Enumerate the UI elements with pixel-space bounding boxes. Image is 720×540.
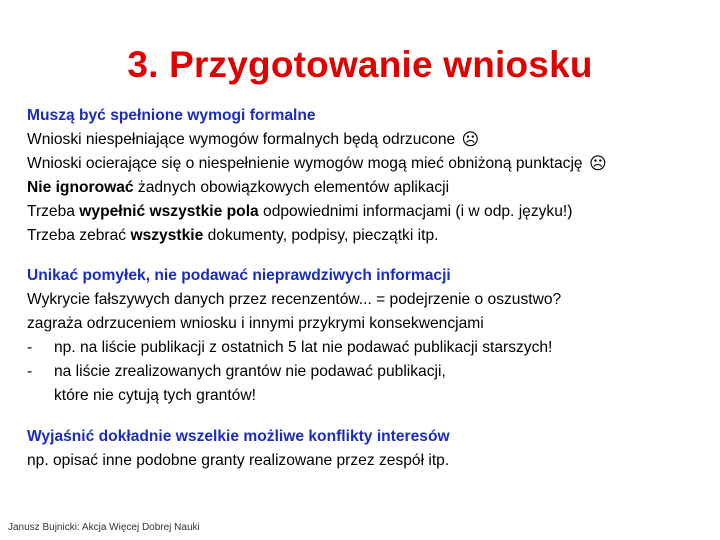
- section2-line2: zagraża odrzuceniem wniosku i innymi przykrymi konsekwencjami: [27, 315, 484, 332]
- bullet-dash: -: [27, 363, 33, 380]
- frowning-face-icon: ☹: [461, 130, 480, 149]
- section2-bullet1-text: np. na liście publikacji z ostatnich 5 lat nie podawać publikacji starszych!: [54, 339, 553, 356]
- frowning-face-icon: ☹: [588, 154, 607, 173]
- section1-line2-text: Wnioski ocierające się o niespełnienie wymogów mogą mieć obniżoną punktację: [27, 155, 583, 172]
- section1-line1: [27, 128, 717, 152]
- section1-line1-text: Wnioski niespełniające wymogów formalnych będą odrzucone: [27, 131, 456, 148]
- section2-bullet2: [27, 360, 717, 384]
- section1-line4-pre: Trzeba: [27, 203, 80, 220]
- slide-footer: Janusz Bujnicki: Akcja Więcej Dobrej Nauki: [8, 522, 200, 533]
- section3-heading: Wyjaśnić dokładnie wszelkie możliwe konflikty interesów: [27, 428, 450, 445]
- section1-line3-rest: żadnych obowiązkowych elementów aplikacji: [133, 179, 450, 196]
- section1-line5-pre: Trzeba zebrać: [27, 227, 131, 244]
- section2-heading: Unikać pomyłek, nie podawać nieprawdziwych informacji: [27, 267, 451, 284]
- section2-bullet1: [27, 336, 717, 360]
- section2-line1: Wykrycie fałszywych danych przez recenzentów... = podejrzenie o oszustwo?: [27, 291, 562, 308]
- section1-line4: [27, 200, 717, 224]
- section1-line5-rest: dokumenty, podpisy, pieczątki itp.: [203, 227, 439, 244]
- section2-bullet2-continuation: które nie cytują tych grantów!: [54, 387, 256, 404]
- section1-line3: [27, 176, 717, 200]
- section1-line4-rest: odpowiednimi informacjami (i w odp. języku!): [258, 203, 573, 220]
- section1-line2: [27, 152, 717, 176]
- section1-line5-bold: wszystkie: [130, 227, 204, 244]
- section1-line4-bold: wypełnić wszystkie pola: [79, 203, 259, 220]
- section1-heading: Muszą być spełnione wymogi formalne: [27, 107, 316, 124]
- section2-bullet2-text: na liście zrealizowanych grantów nie podawać publikacji,: [54, 363, 446, 380]
- section3-line1: np. opisać inne podobne granty realizowane przez zespół itp.: [27, 452, 450, 469]
- section1-line5: [27, 224, 717, 248]
- section1-line3-bold: Nie ignorować: [27, 179, 134, 196]
- slide-content: [27, 104, 717, 473]
- bullet-dash: -: [27, 339, 33, 356]
- slide-title: 3. Przygotowanie wniosku: [127, 44, 593, 85]
